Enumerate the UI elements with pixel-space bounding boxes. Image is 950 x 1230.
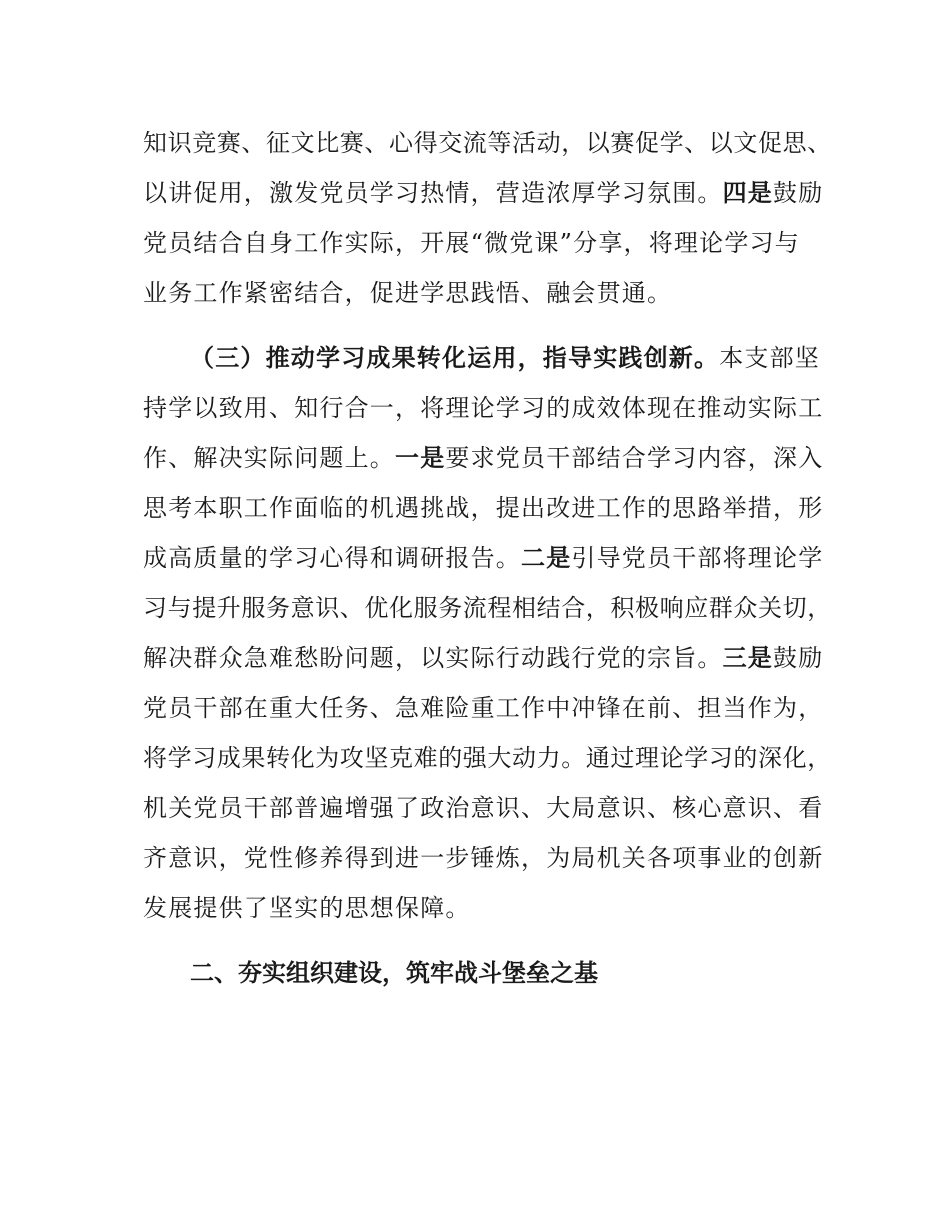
text-run: 鼓励 — [773, 179, 824, 207]
paragraph-2-line-12: 发展提供了坚实的思想保障。 — [143, 894, 471, 922]
paragraph-2-line-9: 将学习成果转化为攻坚克难的强大动力。通过理论学习的深化， — [143, 744, 832, 772]
paragraph-1-line-2 — [143, 178, 823, 208]
paragraph-2-line-8: 党员干部在重大任务、急难险重工作中冲锋在前、担当作为， — [143, 694, 824, 722]
paragraph-1-line-4: 业务工作紧密结合，促进学思践悟、融会贯通。 — [143, 279, 673, 307]
paragraph-2-line-1 — [190, 343, 820, 373]
text-run: 引导党员干部将理论学 — [571, 544, 824, 572]
paragraph-2-line-5 — [143, 543, 823, 573]
emphasis-two: 二是 — [521, 543, 572, 572]
paragraph-2-line-2: 持学以致用、知行合一，将理论学习的成效体现在推动实际工 — [143, 394, 824, 422]
paragraph-2-line-11: 齐意识，党性修养得到进一步锤炼，为局机关各项事业的创新 — [143, 844, 824, 872]
text-run: 作、解决实际问题上。 — [143, 444, 395, 472]
emphasis-four: 四是 — [722, 178, 774, 207]
text-run: 解决群众急难愁盼问题，以实际行动践行党的宗旨。 — [143, 644, 723, 672]
paragraph-1-line-3: 党员结合自身工作实际，开展“微党课”分享，将理论学习与 — [143, 229, 800, 257]
text-run: 成高质量的学习心得和调研报告。 — [143, 544, 521, 572]
paragraph-2-line-7 — [143, 643, 823, 673]
section-heading: 二、夯实组织建设，筑牢战斗堡垒之基 — [190, 958, 598, 987]
text-run: 本支部坚 — [719, 344, 821, 372]
text-run: 鼓励 — [773, 644, 824, 672]
subheading-three: （三）推动学习成果转化运用，指导实践创新。 — [190, 343, 720, 372]
paragraph-2-line-10: 机关党员干部普遍增强了政治意识、大局意识、核心意识、看 — [143, 794, 824, 822]
paragraph-2-line-3 — [143, 443, 823, 473]
emphasis-three: 三是 — [722, 643, 774, 672]
text-run: 以讲促用，激发党员学习热情，营造浓厚学习氛围。 — [143, 179, 723, 207]
emphasis-one: 一是 — [395, 443, 446, 472]
paragraph-1-line-1: 知识竞赛、征文比赛、心得交流等活动，以赛促学、以文促思、 — [143, 129, 832, 157]
text-run: 要求党员干部结合学习内容，深入 — [445, 444, 824, 472]
paragraph-2-line-6: 习与提升服务意识、优化服务流程相结合，积极响应群众关切， — [143, 594, 832, 622]
paragraph-2-line-4: 思考本职工作面临的机遇挑战，提出改进工作的思路举措，形 — [143, 494, 824, 522]
